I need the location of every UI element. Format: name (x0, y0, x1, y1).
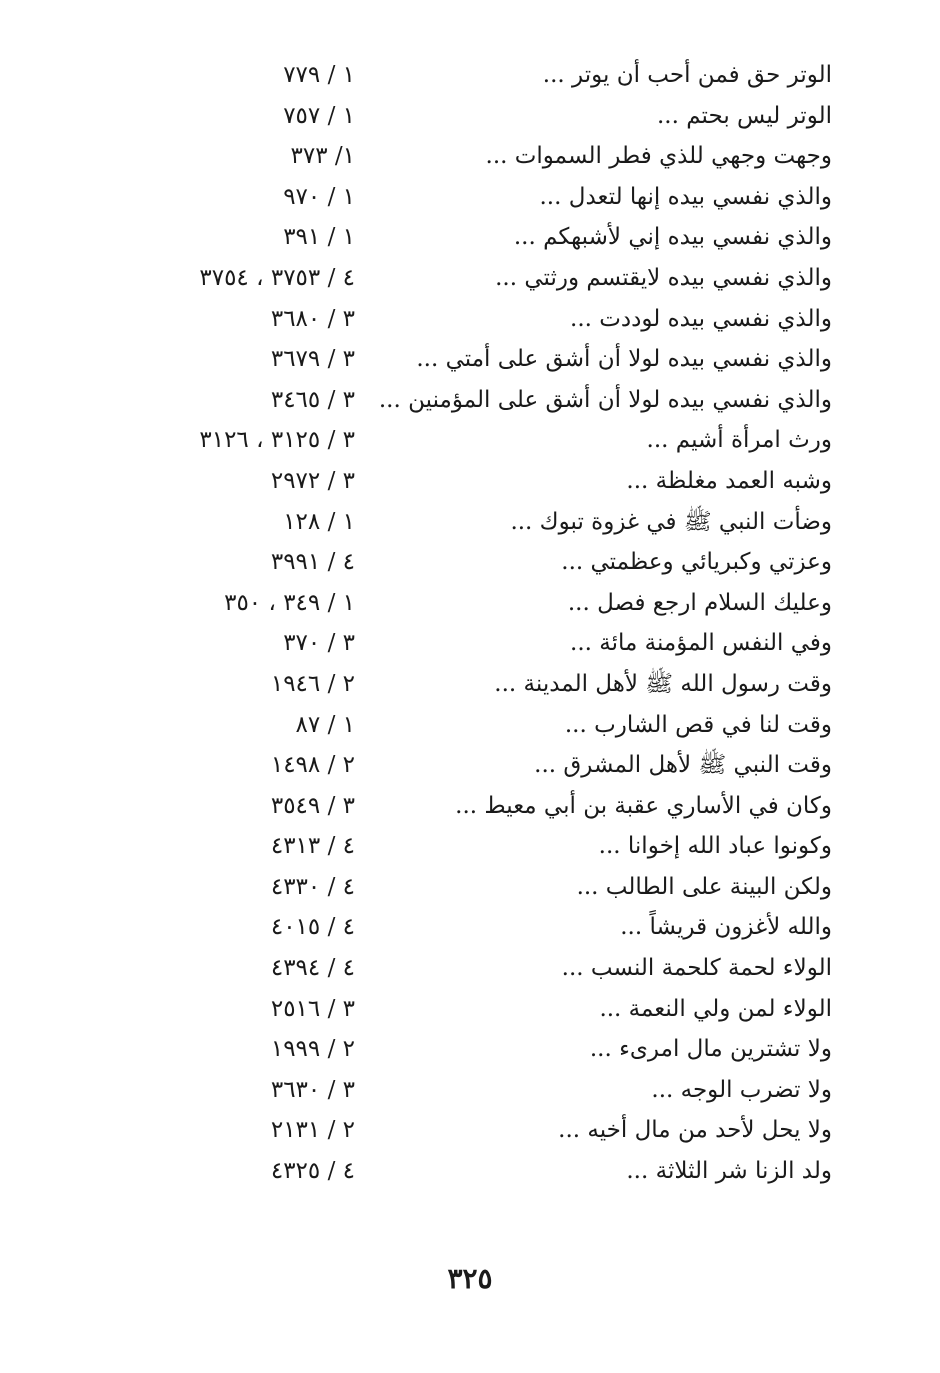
index-entry (0, 502, 940, 543)
entry-reference: ٢ / ١٩٩٩ (270, 1036, 355, 1063)
entry-reference: ٣ / ٣٥٤٩ (270, 792, 355, 819)
entry-text: والذي نفسي بيده لولا أن أشق على المؤمنين ... (378, 386, 832, 413)
index-entry (0, 96, 940, 137)
entry-text: الوتر حق فمن أحب أن يوتر ... (542, 62, 832, 88)
index-entry (0, 1151, 940, 1192)
entry-text: والذي نفسي بيده لولا أن أشق على أمتي ... (416, 346, 832, 373)
index-entry (0, 177, 940, 218)
entry-reference: ٣ / ٣٦٣٠ (270, 1076, 355, 1103)
index-entry (0, 867, 940, 908)
entry-text: ولا تضرب الوجه ... (651, 1076, 832, 1103)
entry-reference: ١ / ٧٥٧ (283, 102, 355, 129)
entry-reference: ٣ / ٣١٢٥ ، ٣١٢٦ (199, 427, 355, 454)
entry-reference: ٤ / ٤٠١٥ (270, 914, 355, 941)
entry-text: وقت النبي ﷺ لأهل المشرق ... (534, 752, 832, 779)
hadith-index-list (0, 55, 940, 1192)
index-entry (0, 907, 940, 948)
entry-reference: ٤ / ٤٣١٣ (270, 833, 355, 860)
entry-reference: ١ / ٨٧ (295, 711, 355, 738)
index-entry (0, 826, 940, 867)
index-entry (0, 217, 940, 258)
entry-text: وجهت وجهي للذي فطر السموات ... (485, 143, 832, 170)
entry-text: الولاء لحمة كلحمة النسب ... (561, 955, 832, 982)
entry-text: وكان في الأساري عقبة بن أبي معيط ... (455, 792, 832, 819)
entry-text: وعليك السلام ارجع فصل ... (567, 589, 832, 616)
index-entry (0, 786, 940, 827)
index-entry (0, 948, 940, 989)
entry-text: وكونوا عباد الله إخوانا ... (598, 833, 832, 860)
entry-reference: ٢ / ١٤٩٨ (270, 752, 355, 779)
entry-text: والذي نفسي بيده لايقتسم ورثتي ... (495, 264, 832, 291)
entry-reference: ١ / ٧٧٩ (283, 62, 355, 88)
entry-text: ولكن البينة على الطالب ... (576, 873, 832, 900)
entry-reference: ٤ / ٤٣٩٤ (270, 955, 355, 982)
entry-text: والذي نفسي بيده إنها لتعدل ... (539, 183, 832, 210)
entry-reference: ٤ / ٤٣٣٠ (270, 873, 355, 900)
entry-text: والذي نفسي بيده إني لأشبهكم ... (513, 224, 832, 251)
entry-text: والذي نفسي بيده لوددت ... (570, 305, 832, 332)
entry-reference: ٤ / ٣٧٥٣ ، ٣٧٥٤ (199, 264, 355, 291)
entry-reference: ٢ / ١٩٤٦ (270, 670, 355, 697)
index-entry (0, 1070, 940, 1111)
index-entry (0, 461, 940, 502)
entry-reference: ٣ / ٣٤٦٥ (270, 386, 355, 413)
entry-text: وضأت النبي ﷺ في غزوة تبوك ... (510, 508, 832, 535)
index-entry (0, 705, 940, 746)
entry-text: وعزتي وكبريائي وعظمتي ... (561, 549, 832, 576)
index-entry (0, 1029, 940, 1070)
index-entry (0, 55, 940, 96)
entry-reference: ١ / ٣٩١ (283, 224, 355, 251)
index-entry (0, 258, 940, 299)
entry-reference: ١/ ٣٧٣ (290, 143, 355, 170)
index-entry (0, 989, 940, 1030)
entry-reference: ١ / ٣٤٩ ، ٣٥٠ (224, 589, 355, 616)
entry-text: وفي النفس المؤمنة مائة ... (570, 630, 832, 657)
entry-text: وشبه العمد مغلظة ... (626, 467, 832, 494)
entry-reference: ٣ / ٣٦٧٩ (270, 346, 355, 373)
entry-text: وقت رسول الله ﷺ لأهل المدينة ... (494, 670, 832, 697)
entry-text: والله لأغزون قريشاً ... (620, 914, 832, 941)
index-entry (0, 339, 940, 380)
index-entry (0, 542, 940, 583)
index-entry (0, 299, 940, 340)
entry-reference: ٤ / ٣٩٩١ (270, 549, 355, 576)
index-entry (0, 583, 940, 624)
entry-reference: ١ / ١٢٨ (283, 508, 355, 535)
index-entry (0, 623, 940, 664)
index-entry (0, 380, 940, 421)
entry-text: وقت لنا في قص الشارب ... (564, 711, 832, 738)
index-entry (0, 745, 940, 786)
index-entry (0, 1110, 940, 1151)
index-entry (0, 664, 940, 705)
index-entry (0, 136, 940, 177)
entry-reference: ٢ / ٢١٣١ (270, 1117, 355, 1144)
entry-text: الولاء لمن ولي النعمة ... (599, 995, 832, 1022)
entry-text: الوتر ليس بحتم ... (656, 102, 832, 129)
entry-text: ولا يحل لأحد من مال أخيه ... (558, 1117, 832, 1144)
entry-reference: ٣ / ٢٥١٦ (270, 995, 355, 1022)
entry-reference: ٣ / ٣٧٠ (283, 630, 355, 657)
entry-text: ولا تشترين مال امرىء ... (589, 1036, 832, 1063)
entry-reference: ٣ / ٣٦٨٠ (270, 305, 355, 332)
entry-reference: ٤ / ٤٣٢٥ (270, 1158, 355, 1185)
entry-text: ورث امرأة أشيم ... (646, 427, 832, 454)
entry-text: ولد الزنا شر الثلاثة ... (626, 1158, 832, 1185)
page-number: ٣٢٥ (447, 1262, 493, 1295)
index-entry (0, 420, 940, 461)
entry-reference: ١ / ٩٧٠ (283, 183, 355, 210)
entry-reference: ٣ / ٢٩٧٢ (270, 467, 355, 494)
